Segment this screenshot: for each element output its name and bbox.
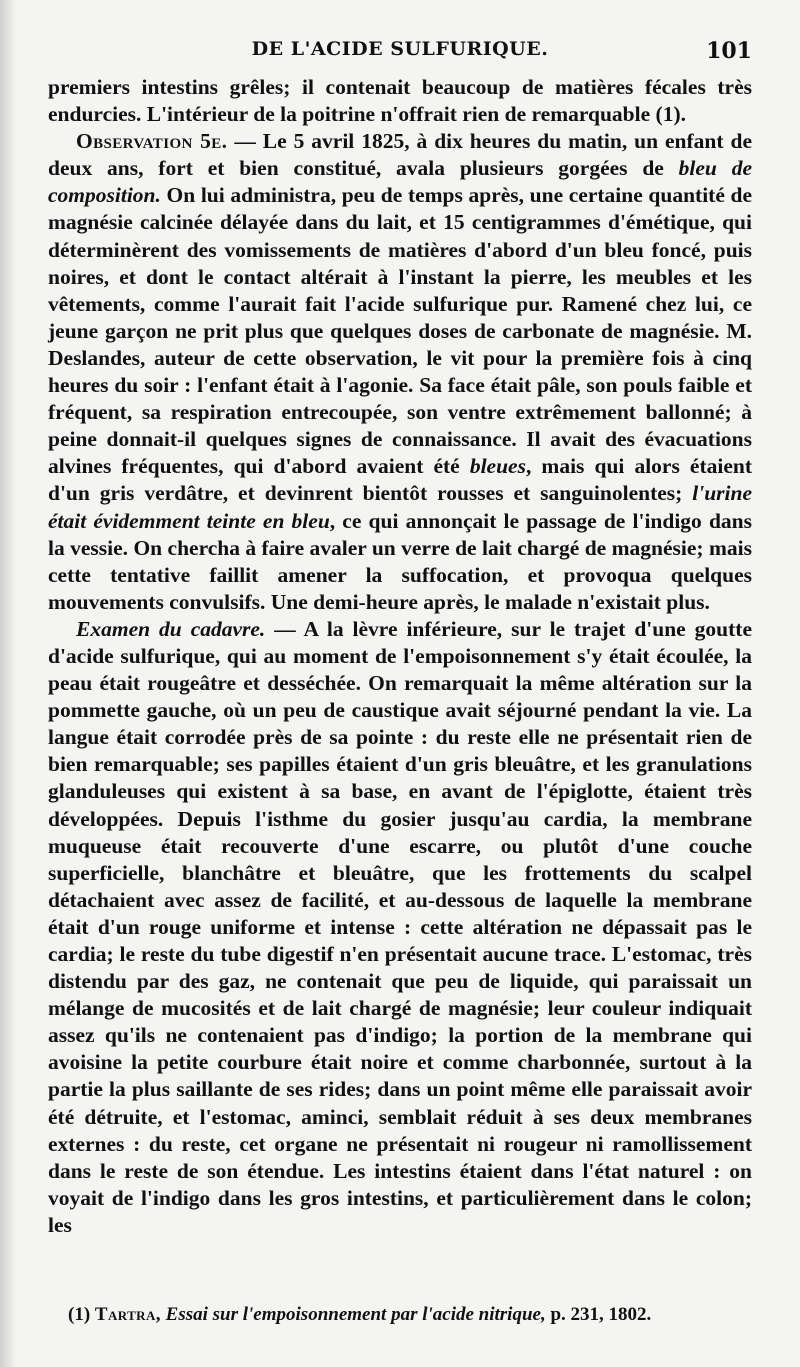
paragraph-text: , ce qui annonçait le passage de l'indigo dans la vessie. On chercha à faire avaler un verre de lait chargé de magnésie; mais cette tentative faillit amener la suffocation, et provoqua quelques mouvements convulsifs. Une demi-heure après, le malade n'existait plus. xyxy=(48,508,752,614)
footnote-marker: (1) xyxy=(68,1304,91,1325)
section-label: Examen du cadavre. xyxy=(76,616,266,641)
footnote-title: Essai sur l'empoisonnement par l'acide nitrique, xyxy=(165,1304,546,1325)
paragraph-observation xyxy=(48,128,752,616)
running-title: DE L'ACIDE SULFURIQUE. xyxy=(251,38,549,60)
paragraph-text: — A la lèvre inférieure, sur le trajet d'une goutte d'acide sulfurique, qui au moment de l'empoisonnement s'y était écoulée, la peau était rougeâtre et desséchée. On remarquait la même altération sur la pommette gauche, où un peu de caustique avait séjourné pendant la vie. La langue était corrodée près de sa pointe : du reste elle ne présentait rien de bien remarquable; ses papilles étaient d'un gris bleuâtre, et les granulations glanduleuses qui existent à sa base, en avant de l'épiglotte, étaient très développées. Depuis l'isthme du gosier jusqu'au cardia, la membrane muqueuse était recouverte d'une escarre, ou plutôt d'une couche superficielle, blanchâtre et bleuâtre, que les frottements du scalpel détachaient avec assez de facilité, et au-dessous de laquelle la membrane était d'un rouge uniforme et intense : cette altération ne dépassait pas le cardia; le reste du tube digestif n'en présentait aucune trace. L'estomac, très distendu par des gaz, ne contenait que peu de liquide, qui paraissait un mélange de mucosités et de lait chargé de magnésie; leur couleur indiquait assez qu'ils ne contenaient pas d'indigo; la portion de la membrane qui avoisine la petite courbure était noire et comme charbonnée, surtout à la partie la plus saillante de ses rides; dans un point même elle paraissait avoir été détruite, et l'estomac, aminci, semblait réduit à ses deux membranes externes : du reste, cet organe ne présentait ni rougeur ni ramollissement dans le reste de son étendue. Les intestins étaient dans l'état naturel : on voyait de l'indigo dans les gros intestins, et particulièrement dans le colon; les xyxy=(48,616,752,1237)
italic-phrase: bleu de composition. xyxy=(48,156,752,208)
paragraph-text: — Le 5 avril 1825, à dix heures du matin, un enfant de deux ans, fort et bien constitué, avala plusieurs gorgées de xyxy=(48,129,752,181)
italic-phrase: bleues xyxy=(469,454,526,479)
paragraph-text: premiers intestins grêles; il contenait beaucoup de matières fécales très endurcies. L'intérieur de la poitrine n'offrait rien de remarquable (1). xyxy=(48,75,752,127)
page-body xyxy=(48,74,752,1239)
footnote-rest: p. 231, 1802. xyxy=(545,1304,652,1325)
italic-phrase: l'urine était évidemment teinte en bleu xyxy=(48,481,752,533)
running-header xyxy=(48,38,752,68)
page-number: 101 xyxy=(706,38,752,64)
paragraph-text: , mais qui alors étaient d'un gris verdâtre, et devinrent bientôt rousses et sanguinolentes; xyxy=(48,454,753,506)
paragraph-text: On lui administra, peu de temps après, une certaine quantité de magnésie calcinée délayée dans du lait, et 15 centigrammes d'émétique, qui déterminèrent des vomissements de matières d'abord d'un bleu foncé, puis noires, et dont le contact altérait à l'instant la pierre, les meubles et les vêtements, comme l'aurait fait l'acide sulfurique pur. Ramené chez lui, ce jeune garçon ne prit plus que quelques doses de carbonate de magnésie. M. Deslandes, auteur de cette observation, le vit pour la première fois à cinq heures du soir : l'enfant était à l'agonie. Sa face était pâle, son pouls faible et fréquent, sa respiration entrecoupée, son ventre extrêmement ballonné; à peine donnait-il quelques signes de connaissance. Il avait des évacuations alvines fréquentes, qui d'abord avaient été xyxy=(48,183,752,479)
paragraph-continued xyxy=(48,74,752,128)
footnote xyxy=(68,1304,752,1326)
observation-label: Observation 5e. xyxy=(76,129,228,154)
paragraph-examen xyxy=(48,616,752,1239)
footnote-author: Tartra, xyxy=(94,1304,161,1325)
